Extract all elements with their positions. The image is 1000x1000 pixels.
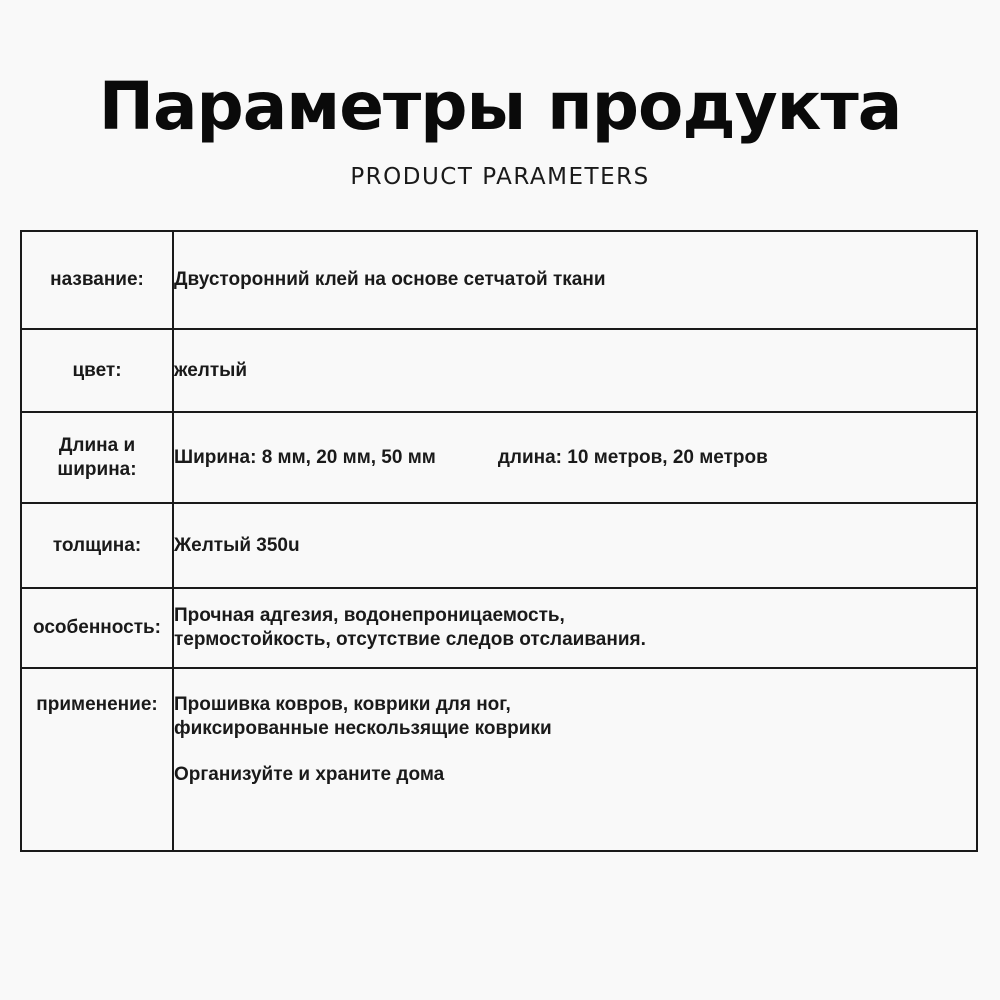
features-line1: Прочная адгезия, водонепроницаемость, bbox=[174, 605, 565, 626]
thickness-value: Желтый 350u bbox=[173, 503, 977, 588]
size-label-line1: Длина и bbox=[58, 434, 136, 456]
size-label bbox=[21, 412, 173, 503]
color-label: цвет: bbox=[21, 329, 173, 412]
size-label-line2: ширина: bbox=[57, 458, 137, 480]
features-label: особенность: bbox=[21, 588, 173, 668]
application-label: применение: bbox=[21, 668, 173, 851]
width-value: Ширина: 8 мм, 20 мм, 50 мм bbox=[174, 446, 436, 468]
application-line1: Прошивка ковров, коврики для ног, bbox=[174, 694, 511, 715]
page-subtitle: PRODUCT PARAMETERS bbox=[350, 164, 650, 190]
table-row-application bbox=[21, 668, 977, 851]
table-row-size bbox=[21, 412, 977, 503]
features-value bbox=[173, 588, 977, 668]
application-line3: Организуйте и храните дома bbox=[174, 764, 445, 785]
features-line2: термостойкость, отсутствие следов отслаивания. bbox=[174, 629, 646, 650]
table-row-name bbox=[21, 231, 977, 329]
table-row-thickness bbox=[21, 503, 977, 588]
color-value: желтый bbox=[173, 329, 977, 412]
size-value bbox=[173, 412, 977, 503]
parameters-table bbox=[20, 230, 978, 852]
application-value bbox=[173, 668, 977, 851]
thickness-label: толщина: bbox=[21, 503, 173, 588]
table-row-color bbox=[21, 329, 977, 412]
page-title: Параметры продукта bbox=[98, 68, 902, 145]
table-row-features bbox=[21, 588, 977, 668]
application-line2: фиксированные нескользящие коврики bbox=[174, 718, 552, 739]
name-label: название: bbox=[21, 231, 173, 329]
length-value: длина: 10 метров, 20 метров bbox=[497, 446, 768, 468]
name-value: Двусторонний клей на основе сетчатой ткани bbox=[173, 231, 977, 329]
